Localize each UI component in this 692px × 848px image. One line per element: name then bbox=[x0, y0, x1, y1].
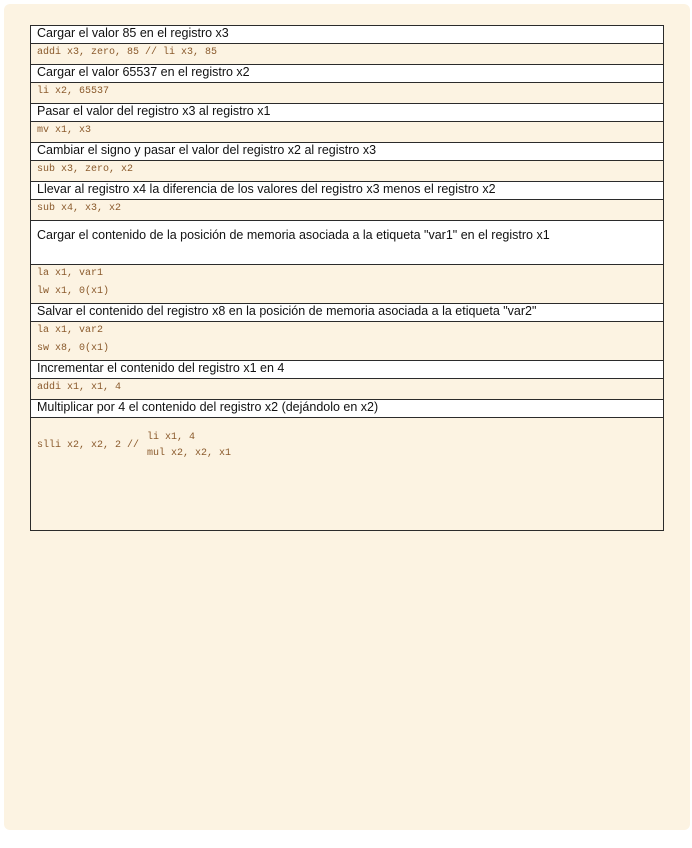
exercise-panel bbox=[4, 4, 690, 830]
question-cell: Cargar el valor 85 en el registro x3 bbox=[31, 26, 664, 44]
table-row bbox=[31, 418, 664, 531]
question-cell: Llevar al registro x4 la diferencia de los valores del registro x3 menos el registro x2 bbox=[31, 182, 664, 200]
table-row bbox=[31, 161, 664, 182]
code-cell bbox=[31, 44, 664, 65]
question-cell: Cargar el contenido de la posición de memoria asociada a la etiqueta "var1" en el registro x1 bbox=[31, 221, 664, 265]
question-cell: Multiplicar por 4 el contenido del registro x2 (dejándolo en x2) bbox=[31, 400, 664, 418]
code-line: li x2, 65537 bbox=[37, 86, 110, 97]
code-alternative bbox=[147, 430, 231, 462]
exercise-table bbox=[30, 25, 664, 531]
code-line: addi x3, zero, 85 // li x3, 85 bbox=[37, 47, 218, 58]
code-cell bbox=[31, 161, 664, 182]
code-line: mul x2, x2, x1 bbox=[147, 448, 232, 459]
question-cell: Incrementar el contenido del registro x1 en 4 bbox=[31, 361, 664, 379]
table-row bbox=[31, 322, 664, 361]
question-cell: Cargar el valor 65537 en el registro x2 bbox=[31, 65, 664, 83]
table-row bbox=[31, 65, 664, 83]
code-combo bbox=[37, 430, 657, 462]
table-row bbox=[31, 379, 664, 400]
table-row bbox=[31, 304, 664, 322]
code-line: slli x2, x2, 2 // bbox=[37, 440, 140, 451]
question-cell: Pasar el valor del registro x3 al registro x1 bbox=[31, 104, 664, 122]
code-cell bbox=[31, 83, 664, 104]
table-row bbox=[31, 83, 664, 104]
code-cell bbox=[31, 200, 664, 221]
code-cell bbox=[31, 418, 664, 531]
code-line: sub x4, x3, x2 bbox=[37, 203, 122, 214]
code-line: la x1, var2 bbox=[37, 325, 104, 336]
table-row bbox=[31, 26, 664, 44]
question-cell: Salvar el contenido del registro x8 en la posición de memoria asociada a la etiqueta "var2" bbox=[31, 304, 664, 322]
code-line: lw x1, 0(x1) bbox=[37, 286, 110, 297]
code-cell bbox=[31, 322, 664, 361]
code-line: li x1, 4 bbox=[147, 432, 196, 443]
table-row bbox=[31, 122, 664, 143]
question-cell: Cambiar el signo y pasar el valor del registro x2 al registro x3 bbox=[31, 143, 664, 161]
code-line: sw x8, 0(x1) bbox=[37, 343, 110, 354]
table-row bbox=[31, 143, 664, 161]
table-row bbox=[31, 104, 664, 122]
table-row bbox=[31, 200, 664, 221]
table-row bbox=[31, 400, 664, 418]
table-row bbox=[31, 182, 664, 200]
code-cell bbox=[31, 265, 664, 304]
code-line: addi x1, x1, 4 bbox=[37, 382, 122, 393]
code-line: mv x1, x3 bbox=[37, 125, 92, 136]
code-cell bbox=[31, 122, 664, 143]
code-cell bbox=[31, 379, 664, 400]
table-row bbox=[31, 44, 664, 65]
code-line: la x1, var1 bbox=[37, 268, 104, 279]
code-line: sub x3, zero, x2 bbox=[37, 164, 134, 175]
table-row bbox=[31, 265, 664, 304]
table-row bbox=[31, 221, 664, 265]
table-row bbox=[31, 361, 664, 379]
